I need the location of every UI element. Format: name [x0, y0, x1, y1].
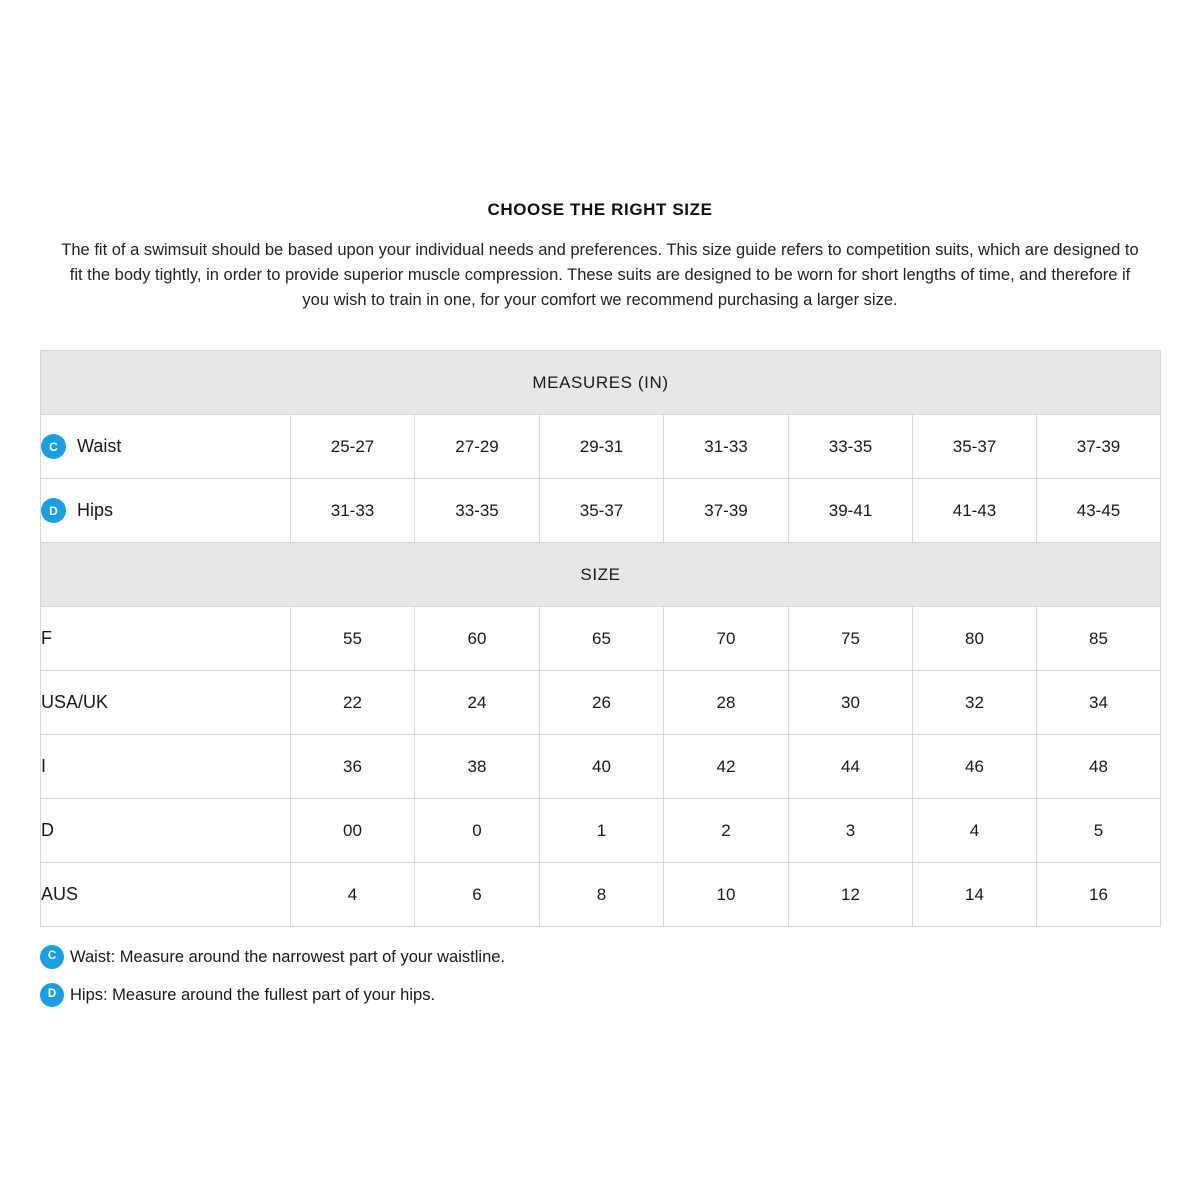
table-cell: 3 [789, 799, 913, 863]
table-cell: 31-33 [664, 415, 789, 479]
row-label-hips [41, 479, 291, 543]
table-cell: 34 [1037, 671, 1161, 735]
row-label-text: Waist [77, 436, 122, 456]
table-cell: 80 [913, 607, 1037, 671]
table-cell: 44 [789, 735, 913, 799]
table-cell: 55 [291, 607, 415, 671]
table-cell: 33-35 [415, 479, 540, 543]
row-label-text: AUS [41, 884, 79, 904]
table-cell: 27-29 [415, 415, 540, 479]
table-cell: 4 [913, 799, 1037, 863]
table-cell: 6 [415, 863, 540, 927]
table-cell: 41-43 [913, 479, 1037, 543]
row-label-text: F [41, 628, 52, 648]
table-row [41, 863, 1161, 927]
table-cell: 40 [540, 735, 664, 799]
waist-note-badge-icon: C [40, 945, 64, 969]
row-label-usa-uk [41, 671, 291, 735]
table-cell: 29-31 [540, 415, 664, 479]
page-title: CHOOSE THE RIGHT SIZE [487, 200, 713, 219]
table-cell: 31-33 [291, 479, 415, 543]
row-label-waist [41, 415, 291, 479]
table-cell: 2 [664, 799, 789, 863]
table-cell: 0 [415, 799, 540, 863]
note-text: Waist: Measure around the narrowest part of your waistline. [70, 947, 506, 966]
table-cell: 26 [540, 671, 664, 735]
size-section-header: SIZE [41, 543, 1161, 607]
table-cell: 24 [415, 671, 540, 735]
row-label-f [41, 607, 291, 671]
table-cell: 75 [789, 607, 913, 671]
table-row [41, 479, 1161, 543]
table-row [41, 415, 1161, 479]
table-cell: 46 [913, 735, 1037, 799]
table-cell: 25-27 [291, 415, 415, 479]
table-row [41, 799, 1161, 863]
table-cell: 70 [664, 607, 789, 671]
row-label-i [41, 735, 291, 799]
table-cell: 48 [1037, 735, 1161, 799]
note-text: Hips: Measure around the fullest part of your hips. [70, 985, 436, 1004]
size-guide-content [40, 200, 1160, 1021]
table-cell: 4 [291, 863, 415, 927]
row-label-text: USA/UK [41, 692, 109, 712]
table-cell: 00 [291, 799, 415, 863]
measures-section-header: MEASURES (IN) [41, 351, 1161, 415]
table-cell: 16 [1037, 863, 1161, 927]
table-cell: 39-41 [789, 479, 913, 543]
table-cell: 22 [291, 671, 415, 735]
table-row [41, 735, 1161, 799]
row-label-d [41, 799, 291, 863]
waist-badge-icon: C [41, 434, 66, 459]
measurement-notes [40, 945, 1160, 1007]
row-label-text: D [41, 820, 54, 840]
table-cell: 5 [1037, 799, 1161, 863]
table-cell: 28 [664, 671, 789, 735]
hips-badge-icon: D [41, 498, 66, 523]
table-cell: 65 [540, 607, 664, 671]
table-cell: 8 [540, 863, 664, 927]
table-cell: 38 [415, 735, 540, 799]
table-cell: 33-35 [789, 415, 913, 479]
table-cell: 42 [664, 735, 789, 799]
note-waist [40, 945, 1160, 969]
row-label-text: I [41, 756, 47, 776]
table-cell: 12 [789, 863, 913, 927]
row-label-text: Hips [77, 500, 114, 520]
table-row [41, 607, 1161, 671]
table-cell: 10 [664, 863, 789, 927]
table-row [41, 671, 1161, 735]
table-cell: 32 [913, 671, 1037, 735]
table-cell: 14 [913, 863, 1037, 927]
table-cell: 43-45 [1037, 479, 1161, 543]
size-chart-table [40, 350, 1161, 927]
table-cell: 37-39 [664, 479, 789, 543]
intro-paragraph: The fit of a swimsuit should be based upon your individual needs and preferences. This size guide refers to competition suits, which are designed to fit the body tightly, in order to provide superior muscle compression. These suits are designed to be worn for short lengths of time, and therefore if you wish to train in one, for your comfort we recommend purchasing a larger size. [61, 241, 1139, 309]
table-cell: 85 [1037, 607, 1161, 671]
table-cell: 36 [291, 735, 415, 799]
measures-section-header-row [41, 351, 1161, 415]
size-section-header-row [41, 543, 1161, 607]
table-cell: 37-39 [1037, 415, 1161, 479]
table-cell: 60 [415, 607, 540, 671]
table-cell: 1 [540, 799, 664, 863]
row-label-aus [41, 863, 291, 927]
table-cell: 35-37 [540, 479, 664, 543]
hips-note-badge-icon: D [40, 983, 64, 1007]
table-cell: 30 [789, 671, 913, 735]
table-cell: 35-37 [913, 415, 1037, 479]
note-hips [40, 983, 1160, 1007]
